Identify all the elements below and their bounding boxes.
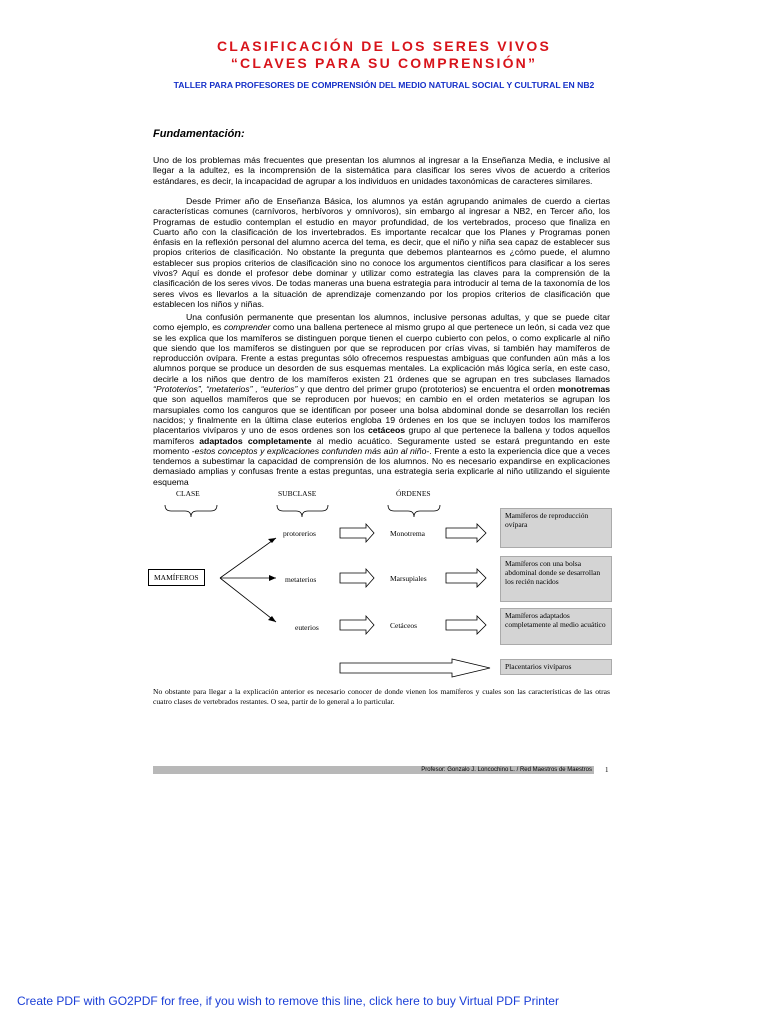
label-clase: CLASE — [176, 489, 200, 498]
footer-text: Profesor: Gonzalo J. Loncochino L. / Red Maestros de Maestros — [421, 767, 592, 773]
subclass-3: euterios — [295, 623, 319, 632]
paragraph-2 — [153, 196, 610, 309]
label-ordenes: ÓRDENES — [396, 489, 431, 498]
description-box-2: Mamíferos con una bolsa abdominal donde se desarrollan los recién nacidos — [500, 556, 612, 602]
arrow-sub-3 — [340, 616, 374, 634]
description-box-4: Placentarios vivíparos — [500, 659, 612, 675]
title-line-2: “CLAVES PARA SU COMPRENSIÓN” — [230, 55, 538, 71]
go2pdf-watermark-link[interactable]: Create PDF with GO2PDF for free, if you wish to remove this line, click here to buy Virtual PDF Printer — [17, 994, 559, 1008]
section-heading: Fundamentación: — [153, 128, 245, 140]
brace-clase — [165, 505, 217, 517]
description-box-1: Mamíferos de reproducción ovípara — [500, 508, 612, 548]
subtitle: TALLER PARA PROFESORES DE COMPRENSIÓN DEL MEDIO NATURAL SOCIAL Y CULTURAL EN NB2 — [173, 80, 595, 90]
arrow-order-3 — [446, 616, 486, 634]
paragraph-1: Uno de los problemas más frecuentes que presentan los alumnos al ingresar a la Enseñanza Media, e inclusive al llegar a la adultez, es la incomprensión de la sistemática para clasificar los seres vivos de acuerdo a criterios estándares, es decir, la incapacidad de agrupar a los individuos en unidades taxonómicas de caracteres similares. — [153, 155, 610, 186]
title-line-1: CLASIFICACIÓN DE LOS SERES VIVOS — [216, 38, 552, 54]
order-2: Marsupiales — [390, 574, 427, 583]
closing-note: No obstante para llegar a la explicación anterior es necesario conocer de donde vienen los mamíferos y cuales son las características de las otras cuatro clases de vertebrados restantes. O sea, partir de lo general a lo particular. — [153, 687, 610, 706]
description-box-3: Mamíferos adaptados completamente al medio acuático — [500, 608, 612, 645]
order-1: Monotrema — [390, 529, 425, 538]
classification-diagram — [140, 480, 620, 690]
brace-subclase — [277, 505, 328, 517]
label-subclase: SUBCLASE — [278, 489, 317, 498]
subclass-2: metaterios — [285, 575, 317, 584]
paragraph-2-text: Desde Primer año de Enseñanza Básica, los alumnos ya están agrupando animales de cuerdo a ciertas características comunes (carnívoros, herbívoros y omnívoros), sin embargo al ingresar a NB2, en Tercer año, los Programas de estudio contemplan el estudio en mayor profundidad, de los vertebrados, proceso que finaliza en Cuarto año con la clasificación de los invertebrados. Es importante recalcar que los Planes y Programas ponen énfasis en la reflexión personal del alumno acerca del tema, es decir, que el niño y niña sea capaz de establecer sus propios criterios de clasificación. No obstante la pregunta que debemos plantearnos es ¿cómo puede, el alumno establecer sus propios criterios de clasificación sino no conoce los argumentos científicos para clasificar a los seres vivos? Aquí es donde el profesor debe dominar y utilizar como estrategia las claves para la comprensión de la clasificación de los seres vivos. De todas maneras una buena estrategia para introducir al tema de la taxonomía de los seres vivos es llevarlos a la situación de aprendizaje comenzando por los propios criterios de clasificación que establecen los niños y niñas. — [153, 196, 610, 309]
subclass-1: protorerios — [283, 529, 316, 538]
paragraph-3: Una confusión permanente que presentan los alumnos, inclusive personas adultas, y que se puede citar como ejemplo, es comprender como una ballena pertenece al mismo grupo al que pertenece un león, si cada vez que se les explica que los mamíferos se distinguen porque tienen el cuerpo cubierto con pelos, o como explicarle al niño que siendo que los mamíferos se distinguen por que se reproducen por crías vivas, si también hay mamíferos de reproducción ovípara. Frente a estas preguntas sólo ofrecemos respuestas ambiguas que confunden aún más a los alumnos porque se produce un desorden de sus esquemas mentales. La explicación más lógica sería, en este caso, decirle a los niños que dentro de los mamíferos existen 21 órdenes que se agrupan en tres subclases llamados “Prototerios”, “metaterios” , “euterios” y que dentro del primer grupo (prototerios) se encuentra el orden monotremas que son aquellos mamíferos que se reproducen por huevos; en cambio en el orden metaterios se agrupan los marsupiales como los canguros que se identifican por poseer una bolsa abdominal donde se desarrollan los recién nacidos; y finalmente en la última clase euterios engloba 19 órdenes en los que se incluyen todos los mamíferos placentarios vivíparos y uno de esos ordenes son los cetáceos grupo al que pertenece la ballena y todos aquellos mamíferos adaptados completamente al medio acuático. Seguramente usted se estará preguntando en este momento -estos conceptos y explicaciones confunden más aún al niño-. Frente a esto la experiencia dice que a veces tendemos a subestimar la capacidad de comprensión de los alumnos. No es necesario expandirse en explicaciones demasiado amplias y confusas frente a estas preguntas, una estrategia seria explicarle al niño utilizando el siguiente esquema — [153, 312, 610, 487]
root-mamiferos: MAMÍFEROS — [148, 569, 205, 586]
arrow-sub-1 — [340, 524, 374, 542]
order-3: Cetáceos — [390, 621, 418, 630]
page-number: 1 — [605, 766, 609, 774]
arrow-sub-2 — [340, 569, 374, 587]
arrow-order-1 — [446, 524, 486, 542]
arrow-order-2 — [446, 569, 486, 587]
arrow-long — [340, 659, 490, 677]
brace-ordenes — [388, 505, 440, 517]
